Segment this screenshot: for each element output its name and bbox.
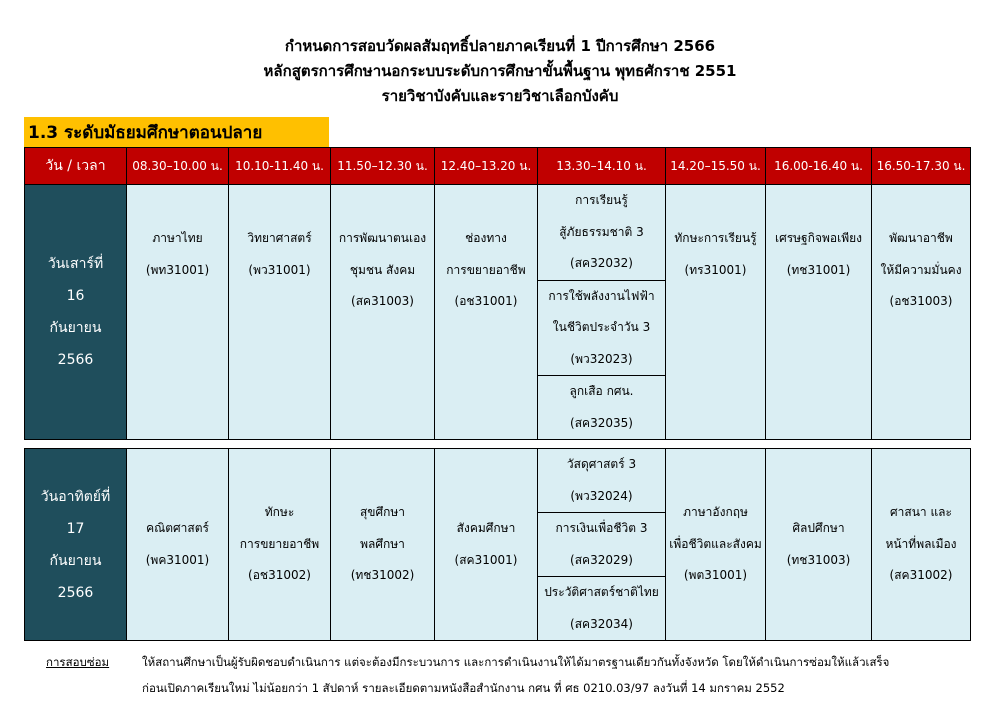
header-slot: 14.20–15.50 น. — [666, 148, 766, 185]
day1-slot2: วิทยาศาสตร์ (พว31001) — [229, 185, 331, 440]
day1-slot5c: ลูกเสือ กศน. (สค32035) — [538, 376, 666, 440]
day2-slot5c: ประวัติศาสตร์ชาติไทย (สค32034) — [538, 577, 666, 641]
header-row — [25, 148, 971, 185]
day2-slot6: ภาษาอังกฤษ เพื่อชีวิตและสังคม (พต31001) — [666, 449, 766, 641]
header-slot: 13.30–14.10 น. — [538, 148, 666, 185]
day2-slot8: ศาสนา และ หน้าที่พลเมือง (สค31002) — [872, 449, 971, 641]
exam-schedule-table — [24, 147, 971, 641]
day2-row-a — [25, 449, 971, 513]
header-slot: 10.10-11.40 น. — [229, 148, 331, 185]
day-separator — [25, 440, 971, 449]
day1-row-a — [25, 185, 971, 281]
day1-slot5a: การเรียนรู้ สู้ภัยธรรมชาติ 3 (สค32032) — [538, 185, 666, 281]
title-line-1: กำหนดการสอบวัดผลสัมฤทธิ์ปลายภาคเรียนที่ 1 ปีการศึกษา 2566 — [284, 37, 716, 55]
note-line-1: ให้สถานศึกษาเป็นผู้รับผิดชอบดำเนินการ แต่จะต้องมีกระบวนการ และการดำเนินงานให้ได้มาตรฐานเดียวกันทั้งจังหวัด โดยให้ดำเนินการซ่อมให้แล้วเสร็จ — [142, 655, 890, 669]
title-line-3: รายวิชาบังคับและรายวิชาเลือกบังคับ — [381, 87, 619, 105]
header-slot: 08.30–10.00 น. — [127, 148, 229, 185]
day2-slot1: คณิตศาสตร์ (พค31001) — [127, 449, 229, 641]
header-slot: 11.50–12.30 น. — [331, 148, 435, 185]
note-line-2: ก่อนเปิดภาคเรียนใหม่ ไม่น้อยกว่า 1 สัปดาห์ รายละเอียดตามหนังสือสำนักงาน กศน ที่ ศธ 0210.03/97 ลงวันที่ 14 มกราคม 2552 — [142, 681, 785, 695]
day2-slot3: สุขศึกษา พลศึกษา (ทช31002) — [331, 449, 435, 641]
day1-slot8: พัฒนาอาชีพ ให้มีความมั่นคง (อช31003) — [872, 185, 971, 440]
header-day-time: วัน / เวลา — [25, 148, 127, 185]
header-slot: 12.40–13.20 น. — [435, 148, 538, 185]
title-line-2: หลักสูตรการศึกษานอกระบบระดับการศึกษาขั้นพื้นฐาน พุทธศักราช 2551 — [263, 62, 737, 80]
day2-cell: วันอาทิตย์ที่ 17 กันยายน 2566 — [25, 449, 127, 641]
day2-slot7: ศิลปศึกษา (ทช31003) — [766, 449, 872, 641]
day1-slot1: ภาษาไทย (พท31001) — [127, 185, 229, 440]
day2-slot5a: วัสดุศาสตร์ 3 (พว32024) — [538, 449, 666, 513]
header-slot: 16.00-16.40 น. — [766, 148, 872, 185]
day1-slot4: ช่องทาง การขยายอาชีพ (อช31001) — [435, 185, 538, 440]
day2-slot2: ทักษะ การขยายอาชีพ (อช31002) — [229, 449, 331, 641]
day1-slot5b: การใช้พลังงานไฟฟ้า ในชีวิตประจำวัน 3 (พว32023) — [538, 280, 666, 376]
day2-slot4: สังคมศึกษา (สค31001) — [435, 449, 538, 641]
day2-slot5b: การเงินเพื่อชีวิต 3 (สค32029) — [538, 513, 666, 577]
section-label: 1.3 ระดับมัธยมศึกษาตอนปลาย — [24, 117, 329, 147]
day1-slot7: เศรษฐกิจพอเพียง (ทช31001) — [766, 185, 872, 440]
day1-slot3: การพัฒนาตนเอง ชุมชน สังคม (สค31003) — [331, 185, 435, 440]
header-slot: 16.50-17.30 น. — [872, 148, 971, 185]
note-label: การสอบซ่อม — [46, 655, 110, 669]
document-titles — [0, 34, 1000, 109]
day1-cell: วันเสาร์ที่ 16 กันยายน 2566 — [25, 185, 127, 440]
day1-slot6: ทักษะการเรียนรู้ (ทร31001) — [666, 185, 766, 440]
